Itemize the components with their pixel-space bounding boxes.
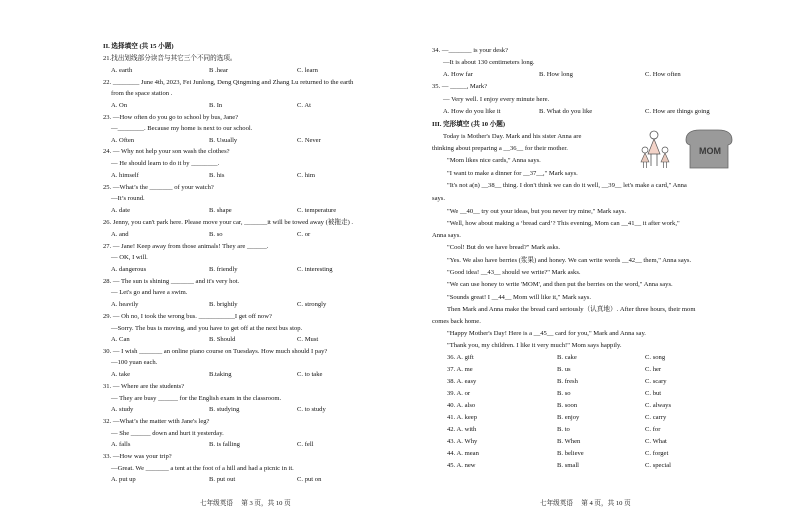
answer-42-c: C. for [645,426,661,433]
answer-40-b: B. soon [557,402,578,409]
q23-stem-2: —________. Because my home is next to our school. [111,125,253,132]
q24-option-a: A. himself [111,172,139,179]
q32-option-a: A. falls [111,441,131,448]
q32-stem-2: — She ______ down and hurt it yesterday. [111,430,224,437]
q33-option-c: C. put on [297,476,322,483]
answer-43-c: C. What [645,438,667,445]
q21-option-a: A. earth [111,67,133,74]
answer-44-b: B. believe [557,450,584,457]
q35-option-b: B. What do you like [539,108,593,115]
q27-option-a: A. dangerous [111,266,147,273]
q29-stem: 29. — Oh no, I took the wrong bus. ___________I get off now? [103,313,272,320]
answer-45-b: B. small [557,462,579,469]
q25-option-b: B. shape [209,207,232,214]
answer-36-b: B. cake [557,354,577,361]
answer-41-a: 41. A. keep [447,414,478,421]
page-footer-left: 七年级英语 第 3 页，共 10 页 [200,500,291,507]
q25-stem: 25. —What’s the _______ of your watch? [103,184,214,191]
answer-37-c: C. her [645,366,662,373]
answer-38-c: C. scary [645,378,667,385]
q25-option-a: A. date [111,207,131,214]
answer-36-a: 36. A. gift [447,354,474,361]
q27-stem-2: — OK, I will. [111,254,148,261]
passage-line: Today is Mother's Day. Mark and his sister Anna are [443,133,582,140]
q34-option-c: C. How often [645,71,681,78]
q31-option-b: B. studying [209,406,240,413]
bread-card-text: MOM [699,146,721,156]
passage-line: "We __40__ try out your ideas, but you never try mine," Mark says. [447,208,627,215]
passage-line: "Good idea! __43__ should we write?" Mark asks. [447,269,581,276]
q35-stem-2: — Very well. I enjoy every minute here. [443,96,550,103]
q30-option-c: C. to take [297,371,323,378]
q28-option-c: C. strongly [297,301,327,308]
q23-option-c: C. Never [297,137,321,144]
q29-option-a: A. Can [111,336,130,343]
q29-stem-2: —Sorry. The bus is moving, and you have to get off at the next bus stop. [111,325,303,332]
q27-option-b: B. friendly [209,266,238,273]
answer-42-b: B. to [557,426,570,433]
answer-43-a: 43. A. Why [447,438,478,445]
q33-stem-2: —Great. We _______ a tent at the foot of a hill and had a picnic in it. [111,465,294,472]
answer-45-a: 45. A. new [447,462,476,469]
q34-option-b: B. How long [539,71,573,78]
q34-option-a: A. How far [443,71,473,78]
passage-line: "Sounds great! I __44__ Mom will like it," Mark says. [447,294,592,301]
q24-option-b: B. his [209,172,225,179]
q33-stem: 33. —How was your trip? [103,453,172,460]
q24-stem-2: — He should learn to do it by ________. [111,160,220,167]
q27-stem: 27. — Jane! Keep away from those animals! They are ______. [103,243,269,250]
q26-option-a: A. and [111,231,129,238]
section-title-cloze: III. 完形填空 (共 10 小题) [432,121,506,128]
q21-stem: 21.找出划线部分读音与其它三个不同的选项。 [103,55,237,62]
section-title-choice: II. 选择填空 (共 15 小题) [103,43,174,50]
passage-line: Then Mark and Anna make the bread card seriously（认真地）. After three hours, their mom [447,306,696,313]
q21-option-b: B .hear [209,67,229,74]
q30-option-b: B.taking [209,371,232,378]
q22-option-a: A. On [111,102,128,109]
q31-option-c: C. to study [297,406,326,413]
q22-stem: 22. ________ June 4th, 2023, Fei Junlong, Deng Qingming and Zhang Lu returned to the earth [103,79,354,86]
q23-stem: 23. —How often do you go to school by bus, Jane? [103,114,239,121]
answer-40-c: C. always [645,402,672,409]
q21-option-c: C. learn [297,67,318,74]
q28-stem: 28. — The sun is shining _______ and it's very hot. [103,278,240,285]
answer-40-a: 40. A. also [447,402,476,409]
q33-option-b: B. put out [209,476,236,483]
answer-44-a: 44. A. mean [447,450,479,457]
passage-line: Anna says. [432,232,461,239]
q34-stem: 34. —_______ is your desk? [432,47,509,54]
answer-37-a: 37. A. me [447,366,473,373]
q22-option-c: C. At [297,102,311,109]
answer-43-b: B. When [557,438,581,445]
q33-option-a: A. put up [111,476,136,483]
q26-option-c: C. or [297,231,311,238]
answer-39-c: C. but [645,390,662,397]
q30-stem: 30. — I wish _______ an online piano course on Tuesdays. How much should I pay? [103,348,328,355]
q24-stem: 24. — Why not help your son wash the clothes? [103,148,230,155]
q26-stem: 26. Jenny, you can't park here. Please move your car, _______it will be towed away (被拖走) . [103,219,354,226]
q34-stem-2: —It is about 130 centimeters long. [443,59,535,66]
page-footer-right: 七年级英语 第 4 页，共 10 页 [540,500,631,507]
answer-38-b: B. fresh [557,378,578,385]
q23-option-a: A. Often [111,137,135,144]
answer-42-a: 42. A. with [447,426,477,433]
passage-line: "We can use honey to write 'MOM', and then put the berries on the word," Anna says. [447,281,673,288]
passage-line: "I want to make a dinner for __37__," Mark says. [447,170,578,177]
q29-option-c: C. Must [297,336,319,343]
passage-line: "Yes. We also have berries (浆果) and honey. We can write words __42__ them," Anna says. [447,257,692,264]
passage-line: says. [432,195,446,202]
answer-45-c: C. special [645,462,672,469]
answer-36-c: C. song [645,354,666,361]
q35-stem: 35. — _____, Mark? [432,83,488,90]
q26-option-b: B. so [209,231,223,238]
q29-option-b: B. Should [209,336,236,343]
q31-stem-2: — They are busy ______ for the English exam in the classroom. [111,395,282,402]
q35-option-a: A. How do you like it [443,108,501,115]
q27-option-c: C. interesting [297,266,333,273]
q22-stem-2: from the space station . [111,90,173,97]
q31-option-a: A. study [111,406,134,413]
passage-line: "Cool! But do we have bread?" Mark asks. [447,244,561,251]
answer-41-b: B. enjoy [557,414,580,421]
q28-option-b: B. brightly [209,301,238,308]
passage-line: "Happy Mother's Day! Here is a __45__ card for you," Mark and Anna say. [447,330,646,337]
q24-option-c: C. him [297,172,315,179]
q22-option-b: B. In [209,102,223,109]
q32-stem: 32. —What’s the matter with Jane's leg? [103,418,210,425]
answer-39-a: 39. A. or [447,390,471,397]
q31-stem: 31. — Where are the students? [103,383,185,390]
passage-line: "It's not a(n) __38__ thing. I don't think we can do it well, __39__ let's make a card," Anna [447,182,687,189]
answer-38-a: 38. A. easy [447,378,477,385]
passage-line: "Mom likes nice cards," Anna says. [447,157,541,164]
q28-option-a: A. heavily [111,301,139,308]
passage-line: "Well, how about making a ‘bread card’? This evening, Mom can __41__ it after work," [447,220,680,227]
q25-option-c: C. temperature [297,207,337,214]
q30-option-a: A. take [111,371,131,378]
mothers-day-illustration [640,128,736,172]
answer-39-b: B. so [557,390,571,397]
passage-line: thinking about preparing a __36__ for their mother. [432,145,568,152]
q28-stem-2: — Let's go and have a swim. [111,289,188,296]
q32-option-c: C. fell [297,441,314,448]
q25-stem-2: —It’s round. [111,195,145,202]
answer-41-c: C. carry [645,414,667,421]
q23-option-b: B. Usually [209,137,238,144]
answer-37-b: B. us [557,366,571,373]
q32-option-b: B. is falling [209,441,240,448]
answer-44-c: C. forget [645,450,669,457]
q35-option-c: C. How are things going [645,108,710,115]
passage-line: "Thank you, my children. I like it very much!" Mom says happily. [447,342,622,349]
passage-line: comes back home. [432,318,481,325]
q30-stem-2: —100 yuan each. [111,359,158,366]
